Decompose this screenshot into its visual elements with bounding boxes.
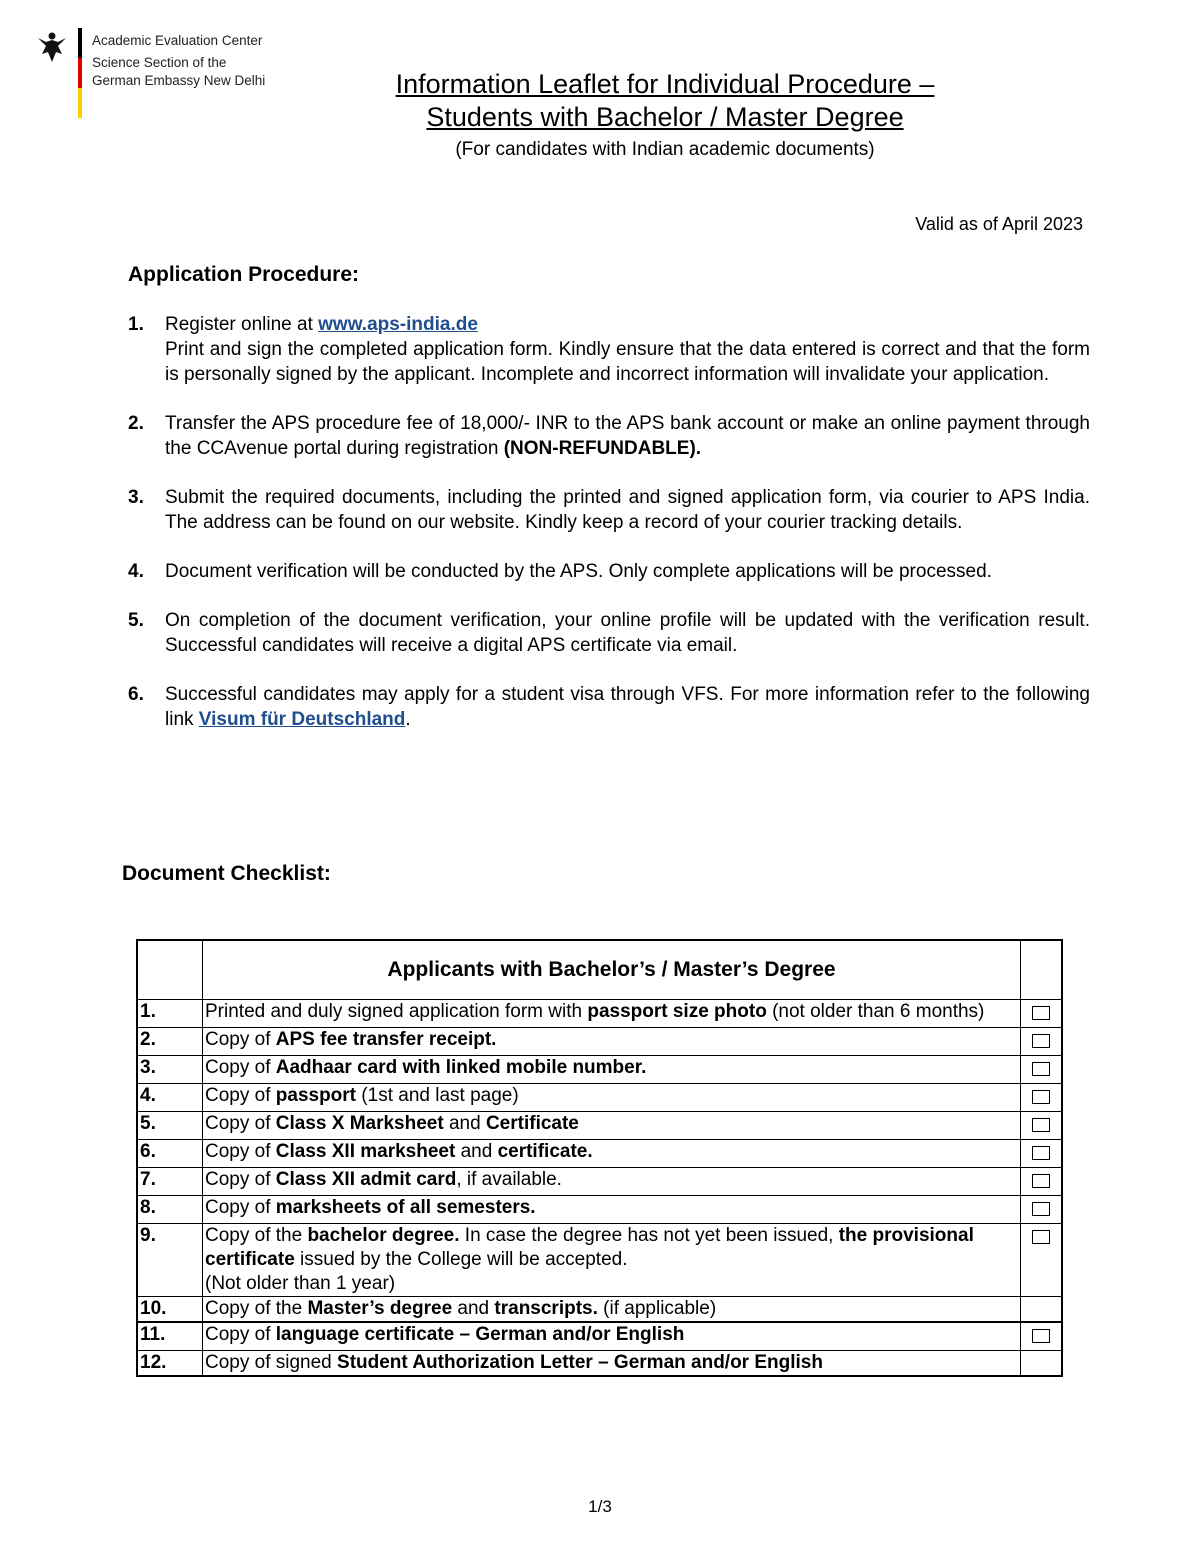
step-link[interactable]: www.aps-india.de <box>318 314 478 335</box>
row-description <box>203 1224 1021 1297</box>
row-number: 5. <box>137 1112 203 1140</box>
row-checkbox-cell <box>1021 1297 1063 1323</box>
row-bold-text: Class XII admit card <box>275 1169 457 1190</box>
row-text: Copy of the <box>205 1225 308 1246</box>
eagle-icon <box>36 28 92 120</box>
row-number: 8. <box>137 1196 203 1224</box>
row-number: 12. <box>137 1351 203 1377</box>
org-line-2: Science Section of the <box>92 55 227 70</box>
row-bold-text: certificate. <box>497 1141 593 1162</box>
checkbox-icon[interactable] <box>1032 1202 1050 1216</box>
row-text: Copy of <box>205 1141 276 1162</box>
table-row <box>137 1322 1062 1351</box>
row-text: Copy of <box>205 1057 276 1078</box>
header-box-cell <box>1021 940 1063 1000</box>
step-text <box>165 411 1090 461</box>
row-bold-text: Aadhaar card with linked mobile number. <box>275 1057 647 1078</box>
row-text: (if applicable) <box>597 1298 717 1319</box>
checklist-table <box>136 939 1063 1377</box>
row-bold-text: language certificate – German and/or English <box>275 1324 685 1345</box>
row-number: 7. <box>137 1168 203 1196</box>
row-checkbox-cell <box>1021 1351 1063 1377</box>
application-procedure-heading: Application Procedure: <box>128 263 360 286</box>
row-text: Copy of <box>205 1113 276 1134</box>
step-bold-text: (NON-REFUNDABLE). <box>503 438 702 459</box>
row-text: and <box>455 1141 498 1162</box>
row-text: issued by the College will be accepted. <box>294 1249 628 1270</box>
row-text: (not older than 6 months) <box>766 1001 985 1022</box>
row-description <box>203 1168 1021 1196</box>
title-line-1: Information Leaflet for Individual Procedure – <box>395 69 935 99</box>
row-bold-text: Student Authorization Letter – German and/or English <box>337 1352 823 1373</box>
row-bold-text: transcripts. <box>494 1298 598 1319</box>
row-text: Copy of <box>205 1324 276 1345</box>
row-text: Copy of <box>205 1085 276 1106</box>
step-text <box>165 485 1090 535</box>
step-text: Successful candidates may apply for a student visa through VFS. For more information refer to the following link <box>165 684 1090 730</box>
row-checkbox-cell <box>1021 1056 1063 1084</box>
flag-stripe-gold <box>78 88 82 118</box>
step-number: 3. <box>128 487 144 508</box>
table-row <box>137 1140 1062 1168</box>
step-text: Transfer the APS procedure fee of 18,000/- INR to the APS bank account or make an online payment through the CCAvenue portal during registration <box>165 413 1090 459</box>
step-text: . <box>405 709 411 730</box>
row-bold-text: APS fee transfer receipt. <box>275 1029 497 1050</box>
row-bold-text: Master’s degree <box>307 1298 453 1319</box>
step-text: Document verification will be conducted by the APS. Only complete applications will be processed. <box>165 561 992 582</box>
row-checkbox-cell <box>1021 1224 1063 1297</box>
row-checkbox-cell <box>1021 1084 1063 1112</box>
page-number: 1/3 <box>588 1497 612 1516</box>
flag-stripe-red <box>78 58 82 88</box>
header-num-cell <box>137 940 203 1000</box>
org-line-3: German Embassy New Delhi <box>92 73 266 88</box>
checkbox-icon[interactable] <box>1032 1118 1050 1132</box>
row-bold-text: Certificate <box>485 1113 579 1134</box>
row-checkbox-cell <box>1021 1322 1063 1351</box>
document-title <box>240 68 1090 164</box>
step-text: On completion of the document verification, your online profile will be updated with the verification result. Successful candidates will receive a digital APS certificate via email. <box>165 610 1090 656</box>
row-checkbox-cell <box>1021 1112 1063 1140</box>
row-text: Copy of signed <box>205 1352 338 1373</box>
row-description <box>203 1084 1021 1112</box>
row-text: In case the degree has not yet been issued, <box>459 1225 839 1246</box>
row-number: 1. <box>137 1000 203 1028</box>
row-description <box>203 1322 1021 1351</box>
table-row <box>137 1000 1062 1028</box>
procedure-steps <box>128 312 1090 756</box>
row-text: (1st and last page) <box>356 1085 519 1106</box>
row-bold-text: bachelor degree. <box>307 1225 460 1246</box>
procedure-step-1 <box>128 312 1090 387</box>
checkbox-icon[interactable] <box>1032 1146 1050 1160</box>
table-row <box>137 1196 1062 1224</box>
row-bold-text: passport size photo <box>587 1001 767 1022</box>
row-description <box>203 1196 1021 1224</box>
checkbox-icon[interactable] <box>1032 1062 1050 1076</box>
row-description <box>203 1297 1021 1323</box>
row-bold-text: Class XII marksheet <box>275 1141 456 1162</box>
row-number: 9. <box>137 1224 203 1297</box>
checkbox-icon[interactable] <box>1032 1034 1050 1048</box>
row-text: and <box>452 1298 495 1319</box>
procedure-step-6 <box>128 682 1090 732</box>
checkbox-icon[interactable] <box>1032 1090 1050 1104</box>
valid-date: Valid as of April 2023 <box>915 214 1083 234</box>
step-text: Register online at <box>165 314 319 335</box>
table-row <box>137 1084 1062 1112</box>
row-checkbox-cell <box>1021 1196 1063 1224</box>
row-text: Printed and duly signed application form with <box>205 1001 588 1022</box>
checkbox-icon[interactable] <box>1032 1329 1050 1343</box>
procedure-step-2 <box>128 411 1090 461</box>
step-number: 1. <box>128 314 144 335</box>
row-text: Copy of <box>205 1197 276 1218</box>
row-description <box>203 1112 1021 1140</box>
table-row <box>137 1297 1062 1323</box>
row-number: 3. <box>137 1056 203 1084</box>
checkbox-icon[interactable] <box>1032 1230 1050 1244</box>
subtitle: (For candidates with Indian academic documents) <box>455 139 875 160</box>
table-row <box>137 1112 1062 1140</box>
row-text: Copy of the <box>205 1298 308 1319</box>
row-checkbox-cell <box>1021 1000 1063 1028</box>
row-description <box>203 1140 1021 1168</box>
step-number: 6. <box>128 684 144 705</box>
row-text: , if available. <box>456 1169 562 1190</box>
procedure-step-5 <box>128 608 1090 658</box>
step-number: 5. <box>128 610 144 631</box>
row-text: and <box>443 1113 486 1134</box>
row-description <box>203 1351 1021 1377</box>
row-bold-text: passport <box>275 1085 357 1106</box>
step-text: Submit the required documents, including the printed and signed application form, via courier to APS India. The address can be found on our website. Kindly keep a record of your courier tracking details. <box>165 487 1090 533</box>
row-checkbox-cell <box>1021 1028 1063 1056</box>
step-number: 2. <box>128 413 144 434</box>
row-description <box>203 1056 1021 1084</box>
flag-stripe-black <box>78 28 82 58</box>
table-row <box>137 1224 1062 1297</box>
row-number: 4. <box>137 1084 203 1112</box>
row-description <box>203 1000 1021 1028</box>
org-line-1: Academic Evaluation Center <box>92 33 263 48</box>
step-text <box>165 682 1090 732</box>
step-text <box>165 559 1090 584</box>
procedure-step-4 <box>128 559 1090 584</box>
row-checkbox-cell <box>1021 1140 1063 1168</box>
row-description <box>203 1028 1021 1056</box>
row-text: (Not older than 1 year) <box>205 1273 396 1294</box>
table-header: Applicants with Bachelor’s / Master’s Degree <box>203 940 1021 1000</box>
row-number: 11. <box>137 1322 203 1351</box>
row-bold-text: the provisional certificate <box>205 1225 974 1270</box>
checkbox-icon[interactable] <box>1032 1174 1050 1188</box>
row-number: 10. <box>137 1297 203 1323</box>
table-row <box>137 1351 1062 1377</box>
step-number: 4. <box>128 561 144 582</box>
row-bold-text: Class X Marksheet <box>275 1113 444 1134</box>
table-row <box>137 1056 1062 1084</box>
row-number: 2. <box>137 1028 203 1056</box>
step-text <box>165 608 1090 658</box>
document-checklist-heading: Document Checklist: <box>122 862 331 885</box>
table-row <box>137 1028 1062 1056</box>
procedure-step-3 <box>128 485 1090 535</box>
row-text: Copy of <box>205 1029 276 1050</box>
title-line-2: Students with Bachelor / Master Degree <box>426 102 904 132</box>
row-number: 6. <box>137 1140 203 1168</box>
step-text <box>165 312 1090 387</box>
step-text: Print and sign the completed application form. Kindly ensure that the data entered is correct and that the form is personally signed by the applicant. Incomplete and incorrect information will invalidate your application. <box>165 339 1090 385</box>
row-text: Copy of <box>205 1169 276 1190</box>
row-checkbox-cell <box>1021 1168 1063 1196</box>
row-bold-text: marksheets of all semesters. <box>275 1197 536 1218</box>
checkbox-icon[interactable] <box>1032 1006 1050 1020</box>
step-link[interactable]: Visum für Deutschland <box>198 709 406 730</box>
table-row <box>137 1168 1062 1196</box>
